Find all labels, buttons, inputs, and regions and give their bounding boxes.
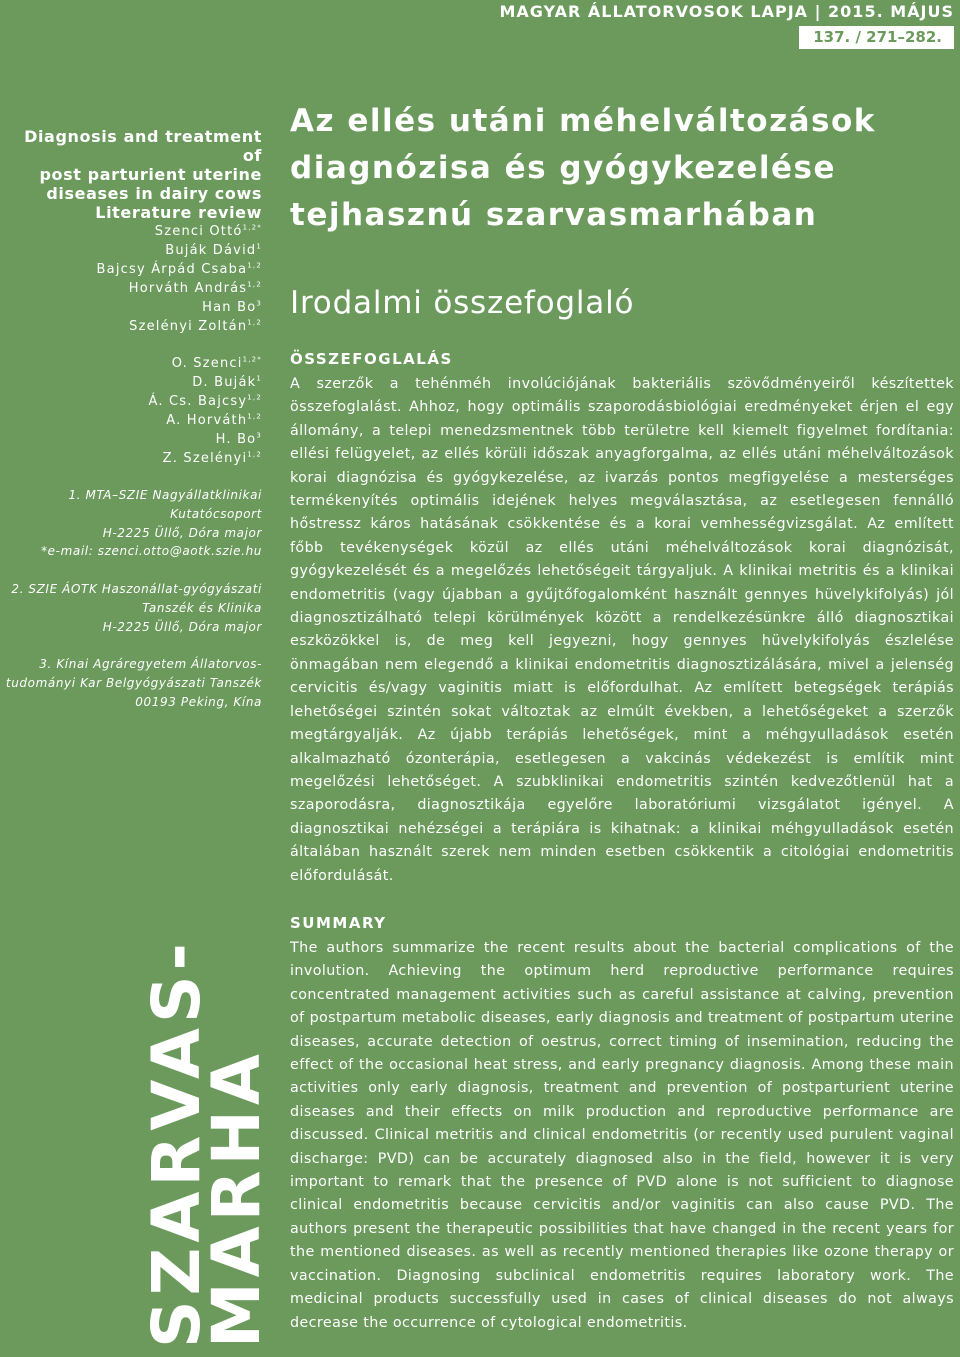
affiliation-line: 3. Kínai Agráregyetem Állatorvos-: [39, 657, 262, 671]
author-affiliation-mark: 1,2: [247, 393, 262, 402]
author-affiliation-mark: 1,2: [247, 412, 262, 421]
abstract-text: A szerzők a tehénméh involúciójának bakteriális szövődményeiről készítettek összefoglalást. Ahhoz, hogy optimális szaporodásbiológiai eredményeket érjen el egy állomány, a telepi menedzsmentnek több területre kell kiemelt figyelmet fordítania: ellési felügyelet, az ellés körüli időszak anyagforgalma, az ellés utáni méhelváltozások korai diagnózisa és gyógykezelése, az ivarzás pontos megfigyelése a mesterséges termékenyítés optimális idejének helyes megválasztása, az esetlegesen fennálló hőstressz káros hatásának csökkentése és a korai vemhességvizsgálat. Az említett főbb tevékenységek közül az ellés utáni méhelváltozások korai diagnózisát, gyógykezelését és a megelőzés lehetőségeit tárgyaljuk. A klinikai metritis és a klinikai endometritis (vagy újabban a gyűjtőfogalomként használt gennyes hüvelykifolyás) jól diagnosztizálható telepi körülmények között a rendelkezésünkre álló diagnosztikai eszközökkel is, de meg kell jegyezni, hogy gennyes hüvelykifolyás észlelése önmagában nem elegendő a klinikai endometritis diagnosztizálására, mivel a jelenség cervicitis és/vagy vaginitis miatt is előfordulhat. Az említett betegségek terápiás lehetőségei szintén sokat változtak az elmúlt években, a lehetőségeket a szerzők megtárgyalják. Az újabb terápiás lehetőségek, mint a méhgyulladások esetén alkalmazható ózonterápia, esetlegesen a vakcinás védekezést is említik mint megelőzési lehetőséget. A szubklinikai endometritis szintén kedvezőtlenül hat a szaporodásra, diagnosztikája egyelőre laboratóriumi vizsgálatot igényel. A diagnosztikai nehézségei a terápiára is kihatnak: a klinikai méhgyulladások esetén általában használt szerek nem minden esetben csökkentik a citológiai endometritis előfordulását.: [290, 376, 954, 884]
author-affiliation-mark: 1: [256, 242, 262, 251]
affiliation-2: [0, 580, 262, 637]
abstract-english: [290, 913, 954, 1335]
hungarian-title: [290, 98, 954, 239]
author-item: [0, 449, 262, 468]
title-line: diagnózisa és gyógykezelése: [290, 150, 836, 186]
author-item: [0, 373, 262, 392]
english-title-line: post parturient uterine: [39, 165, 262, 184]
author-item: [0, 260, 262, 279]
author-affiliation-mark: 3: [256, 299, 262, 308]
author-item: [0, 279, 262, 298]
author-name: A. Horváth: [166, 413, 248, 428]
affiliation-line: Tanszék és Klinika: [142, 601, 262, 615]
english-title-line: Diagnosis and treatment of: [24, 127, 262, 165]
author-item: [0, 317, 262, 336]
summary-heading: SUMMARY: [290, 914, 387, 932]
author-name: Szelényi Zoltán: [129, 319, 248, 334]
affiliation-line: 00193 Peking, Kína: [135, 695, 262, 709]
hungarian-subtitle: Irodalmi összefoglaló: [290, 285, 635, 321]
author-name: Bajcsy Árpád Csaba: [96, 262, 248, 277]
author-item: [0, 241, 262, 260]
author-affiliation-mark: 1,2: [247, 318, 262, 327]
english-title-line: diseases in dairy cows: [46, 184, 262, 203]
authors-hungarian: [0, 222, 262, 336]
section-label-line: SZARVAS-: [138, 938, 215, 1348]
author-item: [0, 298, 262, 317]
author-name: O. Szenci: [171, 356, 243, 371]
author-affiliation-mark: 1,2*: [242, 223, 262, 232]
affiliation-line: tudományi Kar Belgyógyászati Tanszék: [5, 676, 262, 690]
affiliation-1: [0, 486, 262, 543]
author-name: H. Bo: [215, 432, 257, 447]
abstract-hungarian: [290, 349, 954, 888]
author-item: [0, 411, 262, 430]
affiliation-line: H-2225 Üllő, Dóra major: [102, 620, 262, 634]
author-name: Horváth András: [128, 281, 248, 296]
author-affiliation-mark: 1,2: [247, 280, 262, 289]
author-name: Z. Szelényi: [162, 451, 248, 466]
abstract-heading: ÖSSZEFOGLALÁS: [290, 350, 453, 368]
author-affiliation-mark: 1,2: [247, 261, 262, 270]
summary-text: The authors summarize the recent results about the bacterial complications of the involution. Achieving the optimum herd reproductive performance requires concentrated management activities such as careful assistance at calving, prevention of postpartum metabolic diseases, early diagnosis and treatment of postpartum uterine diseases, accurate detection of oestrus, correct timing of insemination, reducing the effect of the occasional heat stress, and early pregnancy diagnosis. Among these main activities only early diagnosis, treatment and prevention of postparturient uterine diseases and their effects on milk production and reproductive performance are discussed. Clinical metritis and clinical endometritis (or recently used purulent vaginal discharge: PVD) can be accurately diagnosed also in the field, however it is very important to remark that the presence of PVD alone is not sufficient to diagnose clinical endometritis because cervicitis and/or vaginitis can also cause PVD. The authors present the therapeutic possibilities that have changed in the recent years for the mentioned diseases. as well as recently mentioned therapies like ozone therapy or vaccination. Diagnosing subclinical endometritis requires laboratory work. The medicinal products successfully used in cases of clinical diseases do not always decrease the occurrence of cytological endometritis.: [290, 940, 954, 1331]
author-affiliation-mark: 1: [256, 374, 262, 383]
affiliation-line: H-2225 Üllő, Dóra major: [102, 526, 262, 540]
author-name: Á. Cs. Bajcsy: [148, 394, 248, 409]
author-affiliation-mark: 3: [256, 431, 262, 440]
journal-header: MAGYAR ÁLLATORVOSOK LAPJA | 2015. MÁJUS: [499, 2, 954, 21]
author-item: [0, 392, 262, 411]
author-name: Buják Dávid: [165, 243, 257, 258]
affiliation-3: [0, 655, 262, 712]
affiliation-line: 2. SZIE ÁOTK Haszonállat-gyógyászati: [11, 582, 262, 596]
author-name: D. Buják: [192, 375, 257, 390]
author-item: [0, 222, 262, 241]
title-line: Az ellés utáni méhelváltozások: [290, 103, 876, 139]
authors-english: [0, 354, 262, 468]
section-label-line: MARHA: [198, 1049, 275, 1348]
author-affiliation-mark: 1,2: [247, 450, 262, 459]
author-item: [0, 354, 262, 373]
author-item: [0, 430, 262, 449]
english-title-line: Literature review: [95, 203, 262, 222]
english-title: [0, 127, 262, 222]
author-name: Szenci Ottó: [154, 224, 243, 239]
affiliation-line: 1. MTA–SZIE Nagyállatklinikai Kutatócsoport: [68, 488, 262, 521]
author-affiliation-mark: 1,2*: [242, 355, 262, 364]
title-line: tejhasznú szarvasmarhában: [290, 197, 818, 233]
author-name: Han Bo: [202, 300, 257, 315]
section-label-vertical: [138, 938, 275, 1348]
page-range-badge: 137. / 271–282.: [799, 26, 954, 49]
contact-email: *e-mail: szenci.otto@aotk.szie.hu: [41, 544, 262, 558]
